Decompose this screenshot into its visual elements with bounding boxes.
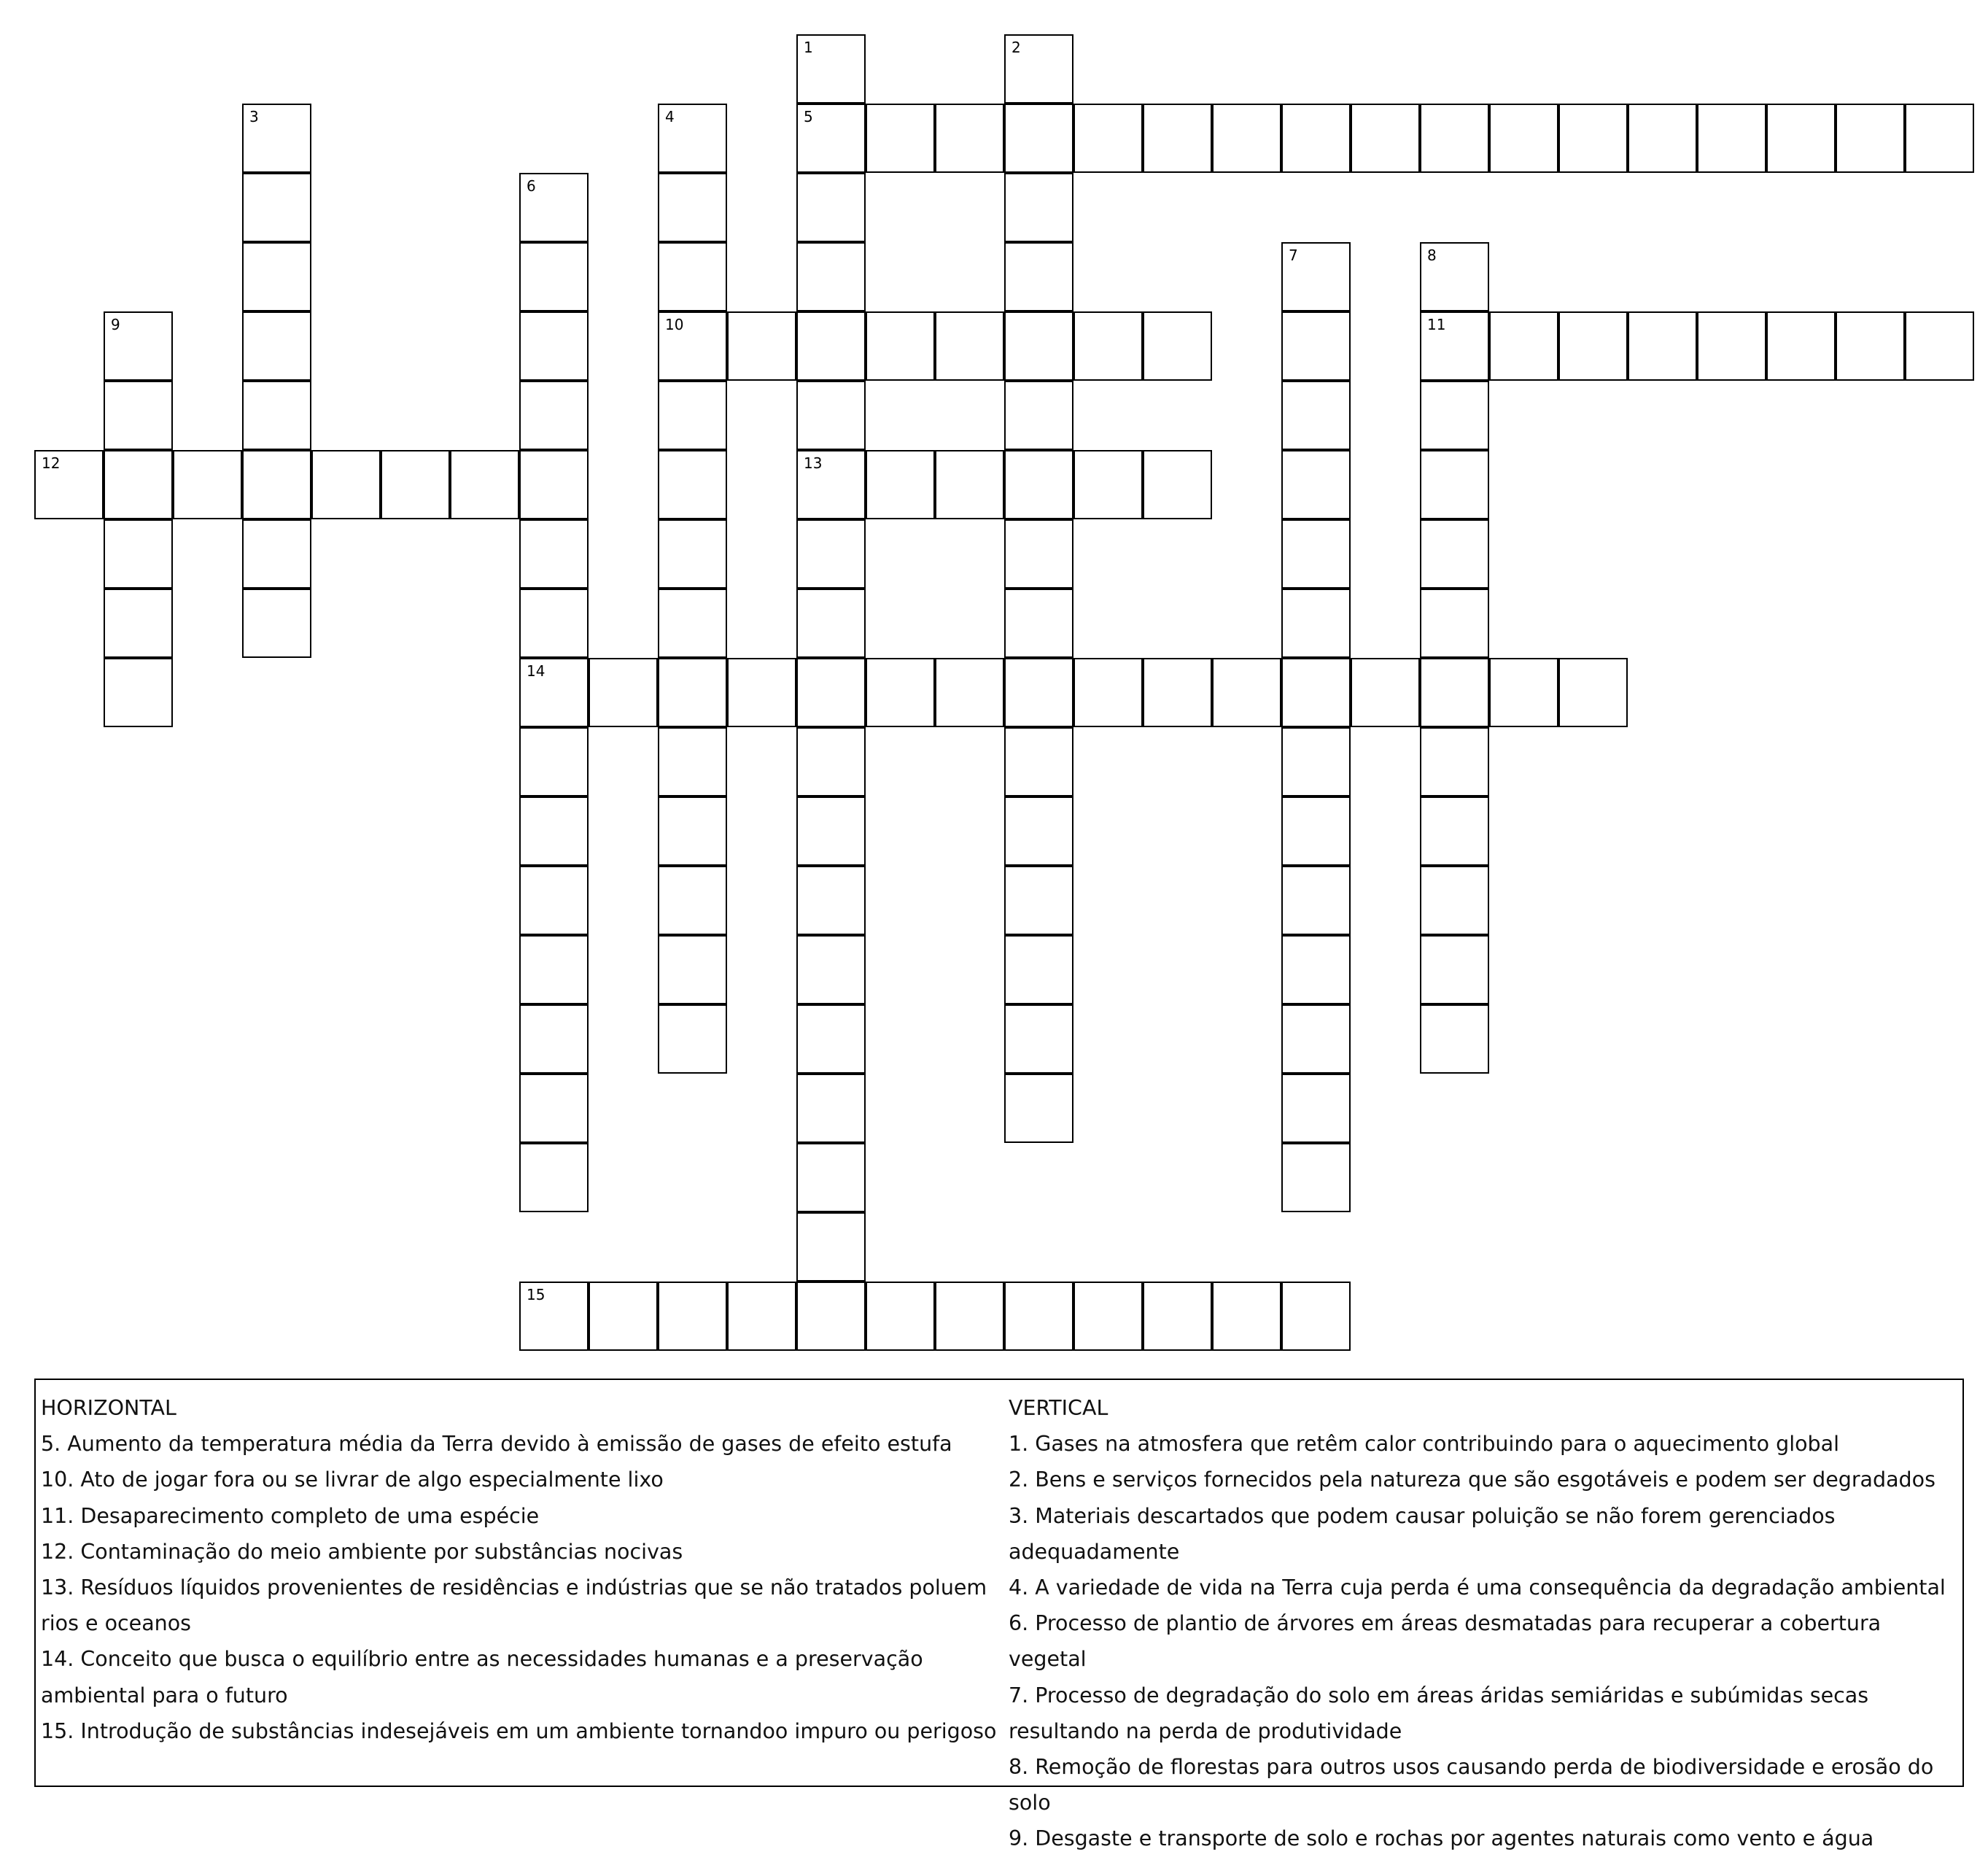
grid-cell[interactable]: [1212, 658, 1281, 727]
grid-cell[interactable]: [935, 311, 1004, 381]
clue-down-2: 2. Bens e serviços fornecidos pela natureza que são esgotáveis e podem ser degradados: [1009, 1468, 1935, 1492]
grid-cell[interactable]: [1004, 34, 1073, 104]
clues-panel: [34, 1379, 1964, 1851]
grid-cell[interactable]: [1004, 173, 1073, 242]
grid-cell[interactable]: [1628, 104, 1697, 173]
grid-cell[interactable]: [1420, 658, 1489, 727]
grid-cell[interactable]: [796, 1004, 866, 1074]
clue-number: 11: [1427, 316, 1446, 333]
clue-number: 4: [665, 108, 675, 125]
grid-cell[interactable]: [242, 381, 311, 450]
grid-cell[interactable]: [658, 796, 727, 866]
grid-cell[interactable]: [1766, 104, 1836, 173]
clue-number: 5: [804, 108, 813, 125]
grid-cell[interactable]: [1558, 311, 1628, 381]
grid-cell[interactable]: [381, 450, 450, 519]
grid-cell[interactable]: [1281, 1004, 1351, 1074]
clue-across-15: 15. Introdução de substâncias indesejáveis em um ambiente tornandoo impuro ou perigoso: [41, 1718, 997, 1743]
grid-cell[interactable]: [1351, 104, 1420, 173]
grid-cell[interactable]: [104, 658, 173, 727]
grid-cell[interactable]: [1004, 589, 1073, 658]
clue-number: 13: [804, 454, 823, 472]
grid-cell[interactable]: [1281, 381, 1351, 450]
grid-cell[interactable]: [796, 935, 866, 1004]
grid-cell[interactable]: [727, 311, 796, 381]
clue-number: 3: [249, 108, 259, 125]
grid-cell[interactable]: [935, 450, 1004, 519]
grid-cell[interactable]: [1143, 658, 1212, 727]
clue-number: 1: [804, 39, 813, 56]
grid-cell[interactable]: [519, 1074, 589, 1143]
clue-number: 9: [111, 316, 120, 333]
grid-cell[interactable]: [658, 104, 727, 173]
grid-cell[interactable]: [658, 658, 727, 727]
grid-cell[interactable]: [519, 519, 589, 589]
grid-cell[interactable]: [727, 1282, 796, 1351]
grid-cell[interactable]: [1004, 1074, 1073, 1143]
clue-across-10: 10. Ato de jogar fora ou se livrar de algo especialmente lixo: [41, 1468, 664, 1492]
grid-cell[interactable]: [519, 796, 589, 866]
grid-cell[interactable]: [796, 450, 866, 519]
grid-cell[interactable]: [1004, 727, 1073, 796]
grid-cell[interactable]: [796, 727, 866, 796]
grid-cell[interactable]: [1281, 104, 1351, 173]
grid-cell[interactable]: [1143, 311, 1212, 381]
grid-cell[interactable]: [1420, 450, 1489, 519]
grid-cell[interactable]: [519, 1282, 589, 1351]
grid-cell[interactable]: [1489, 658, 1558, 727]
grid-cell[interactable]: [1073, 104, 1143, 173]
grid-cell[interactable]: [1281, 311, 1351, 381]
horizontal-clues-column: [41, 1390, 1000, 1749]
grid-cell[interactable]: [658, 311, 727, 381]
clue-across-13: 13. Resíduos líquidos provenientes de residências e indústrias que se não tratados poluem rios e oceanos: [41, 1575, 987, 1636]
grid-cell[interactable]: [104, 589, 173, 658]
clue-number: 6: [527, 177, 536, 195]
clue-down-6: 6. Processo de plantio de árvores em áreas desmatadas para recuperar a cobertura vegetal: [1009, 1611, 1882, 1672]
grid-cell[interactable]: [796, 796, 866, 866]
grid-cell[interactable]: [589, 1282, 658, 1351]
grid-cell[interactable]: [1420, 727, 1489, 796]
grid-cell[interactable]: [1558, 658, 1628, 727]
grid-cell[interactable]: [658, 519, 727, 589]
clue-number: 2: [1012, 39, 1021, 56]
grid-cell[interactable]: [1281, 935, 1351, 1004]
grid-cell[interactable]: [519, 866, 589, 935]
clue-across-11: 11. Desaparecimento completo de uma espécie: [41, 1503, 540, 1528]
clue-down-3: 3. Materiais descartados que podem causar poluição se não forem gerenciados adequadamente: [1009, 1503, 1836, 1564]
grid-cell[interactable]: [796, 1282, 866, 1351]
grid-cell[interactable]: [1281, 1282, 1351, 1351]
grid-cell[interactable]: [796, 589, 866, 658]
grid-cell[interactable]: [104, 450, 173, 519]
grid-cell[interactable]: [1004, 1004, 1073, 1074]
grid-cell[interactable]: [1004, 311, 1073, 381]
clue-down-9: 9. Desgaste e transporte de solo e rochas por agentes naturais como vento e água: [1009, 1826, 1874, 1851]
grid-cell[interactable]: [1004, 104, 1073, 173]
grid-cell[interactable]: [1004, 935, 1073, 1004]
grid-cell[interactable]: [519, 381, 589, 450]
grid-cell[interactable]: [1420, 381, 1489, 450]
grid-cell[interactable]: [1212, 104, 1281, 173]
clue-down-1: 1. Gases na atmosfera que retêm calor contribuindo para o aquecimento global: [1009, 1432, 1840, 1457]
grid-cell[interactable]: [1073, 658, 1143, 727]
grid-cell[interactable]: [658, 242, 727, 311]
grid-cell[interactable]: [173, 450, 242, 519]
grid-cell[interactable]: [658, 727, 727, 796]
grid-cell[interactable]: [796, 311, 866, 381]
grid-cell[interactable]: [866, 658, 935, 727]
grid-cell[interactable]: [796, 519, 866, 589]
grid-cell[interactable]: [1905, 104, 1974, 173]
grid-cell[interactable]: [935, 104, 1004, 173]
grid-cell[interactable]: [1836, 104, 1905, 173]
grid-cell[interactable]: [242, 311, 311, 381]
grid-cell[interactable]: [34, 450, 104, 519]
grid-cell[interactable]: [1004, 1282, 1073, 1351]
grid-cell[interactable]: [519, 242, 589, 311]
grid-cell[interactable]: [519, 173, 589, 242]
grid-cell[interactable]: [242, 104, 311, 173]
vertical-clues-column: [1009, 1390, 1960, 1857]
grid-cell[interactable]: [1281, 1074, 1351, 1143]
grid-cell[interactable]: [1143, 104, 1212, 173]
grid-cell[interactable]: [1281, 1143, 1351, 1212]
grid-cell[interactable]: [1143, 450, 1212, 519]
grid-cell[interactable]: [242, 450, 311, 519]
grid-cell[interactable]: [519, 1143, 589, 1212]
grid-cell[interactable]: [796, 1143, 866, 1212]
grid-cell[interactable]: [1489, 311, 1558, 381]
grid-cell[interactable]: [1766, 311, 1836, 381]
grid-cell[interactable]: [104, 311, 173, 381]
grid-cell[interactable]: [1004, 519, 1073, 589]
grid-cell[interactable]: [1558, 104, 1628, 173]
grid-cell[interactable]: [519, 658, 589, 727]
grid-cell[interactable]: [658, 1282, 727, 1351]
grid-cell[interactable]: [519, 450, 589, 519]
grid-cell[interactable]: [1212, 1282, 1281, 1351]
grid-cell[interactable]: [1004, 242, 1073, 311]
grid-cell[interactable]: [1697, 104, 1766, 173]
grid-cell[interactable]: [1143, 1282, 1212, 1351]
grid-cell[interactable]: [1004, 796, 1073, 866]
grid-cell[interactable]: [311, 450, 381, 519]
clue-number: 14: [527, 662, 545, 680]
grid-cell[interactable]: [242, 242, 311, 311]
grid-cell[interactable]: [104, 519, 173, 589]
grid-cell[interactable]: [658, 381, 727, 450]
clue-down-4: 4. A variedade de vida na Terra cuja perda é uma consequência da degradação ambiental: [1009, 1575, 1946, 1600]
grid-cell[interactable]: [589, 658, 658, 727]
grid-cell[interactable]: [1004, 658, 1073, 727]
grid-cell[interactable]: [1281, 796, 1351, 866]
grid-cell[interactable]: [242, 173, 311, 242]
grid-cell[interactable]: [935, 658, 1004, 727]
grid-cell[interactable]: [519, 589, 589, 658]
grid-cell[interactable]: [1351, 658, 1420, 727]
grid-cell[interactable]: [242, 519, 311, 589]
grid-cell[interactable]: [519, 1004, 589, 1074]
grid-cell[interactable]: [796, 866, 866, 935]
grid-cell[interactable]: [1281, 589, 1351, 658]
grid-cell[interactable]: [1489, 104, 1558, 173]
grid-cell[interactable]: [866, 450, 935, 519]
clue-across-5: 5. Aumento da temperatura média da Terra devido à emissão de gases de efeito estufa: [41, 1432, 952, 1457]
clue-number: 10: [665, 316, 684, 333]
grid-cell[interactable]: [796, 1074, 866, 1143]
grid-cell[interactable]: [1420, 866, 1489, 935]
grid-cell[interactable]: [519, 311, 589, 381]
grid-cell[interactable]: [450, 450, 519, 519]
grid-cell[interactable]: [1004, 450, 1073, 519]
horizontal-heading: HORIZONTAL: [41, 1396, 176, 1420]
grid-cell[interactable]: [796, 173, 866, 242]
grid-cell[interactable]: [242, 589, 311, 658]
grid-cell[interactable]: [1004, 381, 1073, 450]
grid-cell[interactable]: [519, 727, 589, 796]
clue-down-8: 8. Remoção de florestas para outros usos causando perda de biodiversidade e erosão do solo: [1009, 1755, 1934, 1815]
grid-cell[interactable]: [727, 658, 796, 727]
grid-cell[interactable]: [866, 1282, 935, 1351]
grid-cell[interactable]: [658, 589, 727, 658]
grid-cell[interactable]: [796, 1212, 866, 1282]
grid-cell[interactable]: [1281, 519, 1351, 589]
grid-cell[interactable]: [658, 450, 727, 519]
grid-cell[interactable]: [1420, 242, 1489, 311]
grid-cell[interactable]: [1697, 311, 1766, 381]
grid-cell[interactable]: [658, 1004, 727, 1074]
grid-cell[interactable]: [1420, 935, 1489, 1004]
grid-cell[interactable]: [866, 104, 935, 173]
grid-cell[interactable]: [866, 311, 935, 381]
grid-cell[interactable]: [1281, 450, 1351, 519]
grid-cell[interactable]: [658, 866, 727, 935]
grid-cell[interactable]: [104, 381, 173, 450]
grid-cell[interactable]: [1836, 311, 1905, 381]
grid-cell[interactable]: [658, 935, 727, 1004]
clue-across-12: 12. Contaminação do meio ambiente por substâncias nocivas: [41, 1539, 683, 1564]
clue-number: 12: [42, 454, 61, 472]
clue-number: 15: [527, 1286, 545, 1303]
grid-cell[interactable]: [796, 242, 866, 311]
grid-cell[interactable]: [796, 381, 866, 450]
grid-cell[interactable]: [1281, 658, 1351, 727]
grid-cell[interactable]: [1073, 1282, 1143, 1351]
grid-cell[interactable]: [796, 658, 866, 727]
grid-cell[interactable]: [796, 34, 866, 104]
grid-cell[interactable]: [1905, 311, 1974, 381]
clue-number: 8: [1427, 247, 1437, 264]
grid-cell[interactable]: [1004, 866, 1073, 935]
grid-cell[interactable]: [1420, 589, 1489, 658]
clue-number: 7: [1289, 247, 1298, 264]
clue-down-7: 7. Processo de degradação do solo em áreas áridas semiáridas e subúmidas secas resultando na perda de produtividade: [1009, 1683, 1869, 1743]
grid-cell[interactable]: [1628, 311, 1697, 381]
grid-cell[interactable]: [1420, 1004, 1489, 1074]
grid-cell[interactable]: [1420, 104, 1489, 173]
grid-cell[interactable]: [1420, 519, 1489, 589]
grid-cell[interactable]: [796, 104, 866, 173]
vertical-heading: VERTICAL: [1009, 1396, 1108, 1420]
grid-cell[interactable]: [519, 935, 589, 1004]
grid-cell[interactable]: [1281, 727, 1351, 796]
grid-cell[interactable]: [1420, 311, 1489, 381]
clue-across-14: 14. Conceito que busca o equilíbrio entre as necessidades humanas e a preservação ambiental para o futuro: [41, 1647, 923, 1707]
grid-cell[interactable]: [1420, 796, 1489, 866]
grid-cell[interactable]: [658, 173, 727, 242]
grid-cell[interactable]: [1073, 311, 1143, 381]
grid-cell[interactable]: [1281, 242, 1351, 311]
grid-cell[interactable]: [1281, 866, 1351, 935]
grid-cell[interactable]: [935, 1282, 1004, 1351]
grid-cell[interactable]: [1073, 450, 1143, 519]
